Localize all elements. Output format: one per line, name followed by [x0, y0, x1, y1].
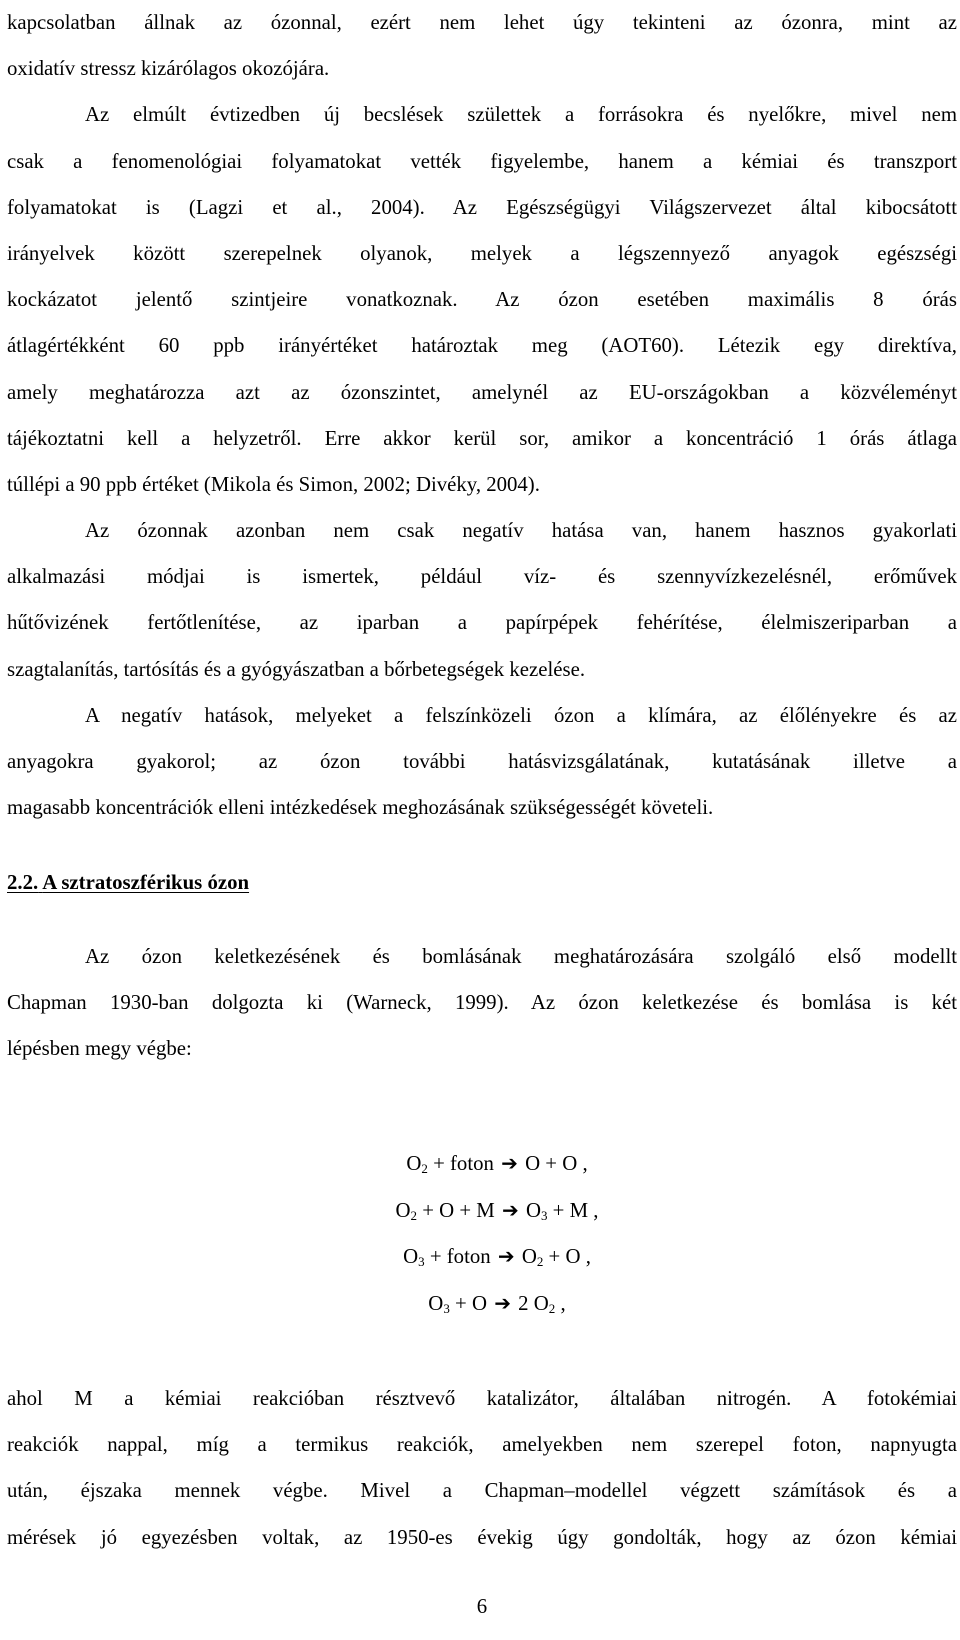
- text-line: Az ózon keletkezésének és bomlásának meghatározására szolgáló első modellt: [85, 945, 957, 968]
- text-block-bottom: [7, 1376, 957, 1561]
- text-line: kockázatot jelentő szintjeire vonatkoznak. Az ózon esetében maximális 8 órás: [7, 288, 957, 312]
- equation-3: $O_3$ + foton ➔ $O_2 + O$ ,: [7, 1233, 957, 1280]
- text-line: anyagokra gyakorol; az ózon további hatásvizsgálatának, kutatásának illetve a: [7, 750, 957, 773]
- text-line: ahol M a kémiai reakcióban résztvevő katalizátor, általában nitrogén. A fotokémiai: [7, 1387, 957, 1410]
- section-heading: [7, 868, 249, 898]
- text-line: irányelvek között szerepelnek olyanok, melyek a légszennyező anyagok egészségi: [7, 241, 957, 265]
- text-line: túllépi a 90 ppb értéket (Mikola és Simon, 2002; Divéky, 2004).: [7, 472, 540, 496]
- equation-1: $O_2$ + foton ➔ O + O ,: [7, 1140, 957, 1187]
- text-block-chapman: [7, 934, 957, 1073]
- text-line: tájékoztatni kell a helyzetről. Erre akkor kerül sor, amikor a koncentráció 1 órás átlaga: [7, 426, 957, 450]
- text-line: átlagértékként 60 ppb irányértéket határoztak meg (AOT60). Létezik egy direktíva,: [7, 334, 957, 358]
- section-number: 2.2.: [7, 871, 39, 894]
- text-line: után, éjszaka mennek végbe. Mivel a Chapman–modellel végzett számítások és a: [7, 1479, 957, 1503]
- text-line: mérések jó egyezésben voltak, az 1950-es évekig úgy gondolták, hogy az ózon kémiai: [7, 1525, 957, 1549]
- right-arrow-icon: ➔: [501, 1151, 518, 1175]
- text-line: alkalmazási módjai is ismertek, például víz- és szennyvízkezelésnél, erőművek: [7, 565, 957, 589]
- right-arrow-icon: ➔: [497, 1244, 515, 1268]
- text-line: csak a fenomenológiai folyamatokat vették figyelembe, hanem a kémiai és transzport: [7, 149, 957, 173]
- text-line: Az ózonnak azonban nem csak negatív hatása van, hanem hasznos gyakorlati: [85, 519, 957, 543]
- text-line: amely meghatározza azt az ózonszintet, amelynél az EU-országokban a közvéleményt: [7, 380, 957, 404]
- equation-2: $O_2 + O + M$ ➔ $O_3 + M$ ,: [7, 1187, 957, 1234]
- text-line: folyamatokat is (Lagzi et al., 2004). Az Egészségügyi Világszervezet által kibocsátott: [7, 195, 957, 219]
- chapman-equations: [7, 1140, 957, 1326]
- text-line: A negatív hatások, melyeket a felszínközeli ózon a klímára, az élőlényekre és az: [85, 703, 957, 727]
- text-line: Az elmúlt évtizedben új becslések születtek a forrásokra és nyelőkre, mivel nem: [85, 103, 957, 127]
- text-line: reakciók nappal, míg a termikus reakciók, amelyekben nem szerepel foton, napnyugta: [7, 1433, 957, 1457]
- text-line: magasabb koncentrációk elleni intézkedések meghozásának szükségességét követeli.: [7, 796, 714, 820]
- text-line: kapcsolatban állnak az ózonnal, ezért nem lehet úgy tekinteni az ózonra, mint az: [7, 11, 957, 34]
- section-title: A sztratoszférikus ózon: [42, 871, 250, 894]
- text-line: szagtalanítás, tartósítás és a gyógyászatban a bőrbetegségek kezelése.: [7, 657, 586, 681]
- equation-4: $O_3 + O$ ➔ 2 $O_2$ ,: [7, 1280, 957, 1327]
- right-arrow-icon: ➔: [501, 1197, 519, 1222]
- text-line: hűtővizének fertőtlenítése, az iparban a papírpépek fehérítése, élelmiszeriparban a: [7, 611, 957, 635]
- page-number: 6: [476, 1595, 488, 1618]
- text-line: oxidatív stressz kizárólagos okozójára.: [7, 57, 330, 81]
- text-line: Chapman 1930-ban dolgozta ki (Warneck, 1999). Az ózon keletkezése és bomlása is két: [7, 991, 957, 1015]
- right-arrow-icon: ➔: [494, 1290, 511, 1315]
- text-block-top: [7, 0, 957, 831]
- text-line: lépésben megy végbe:: [7, 1037, 192, 1061]
